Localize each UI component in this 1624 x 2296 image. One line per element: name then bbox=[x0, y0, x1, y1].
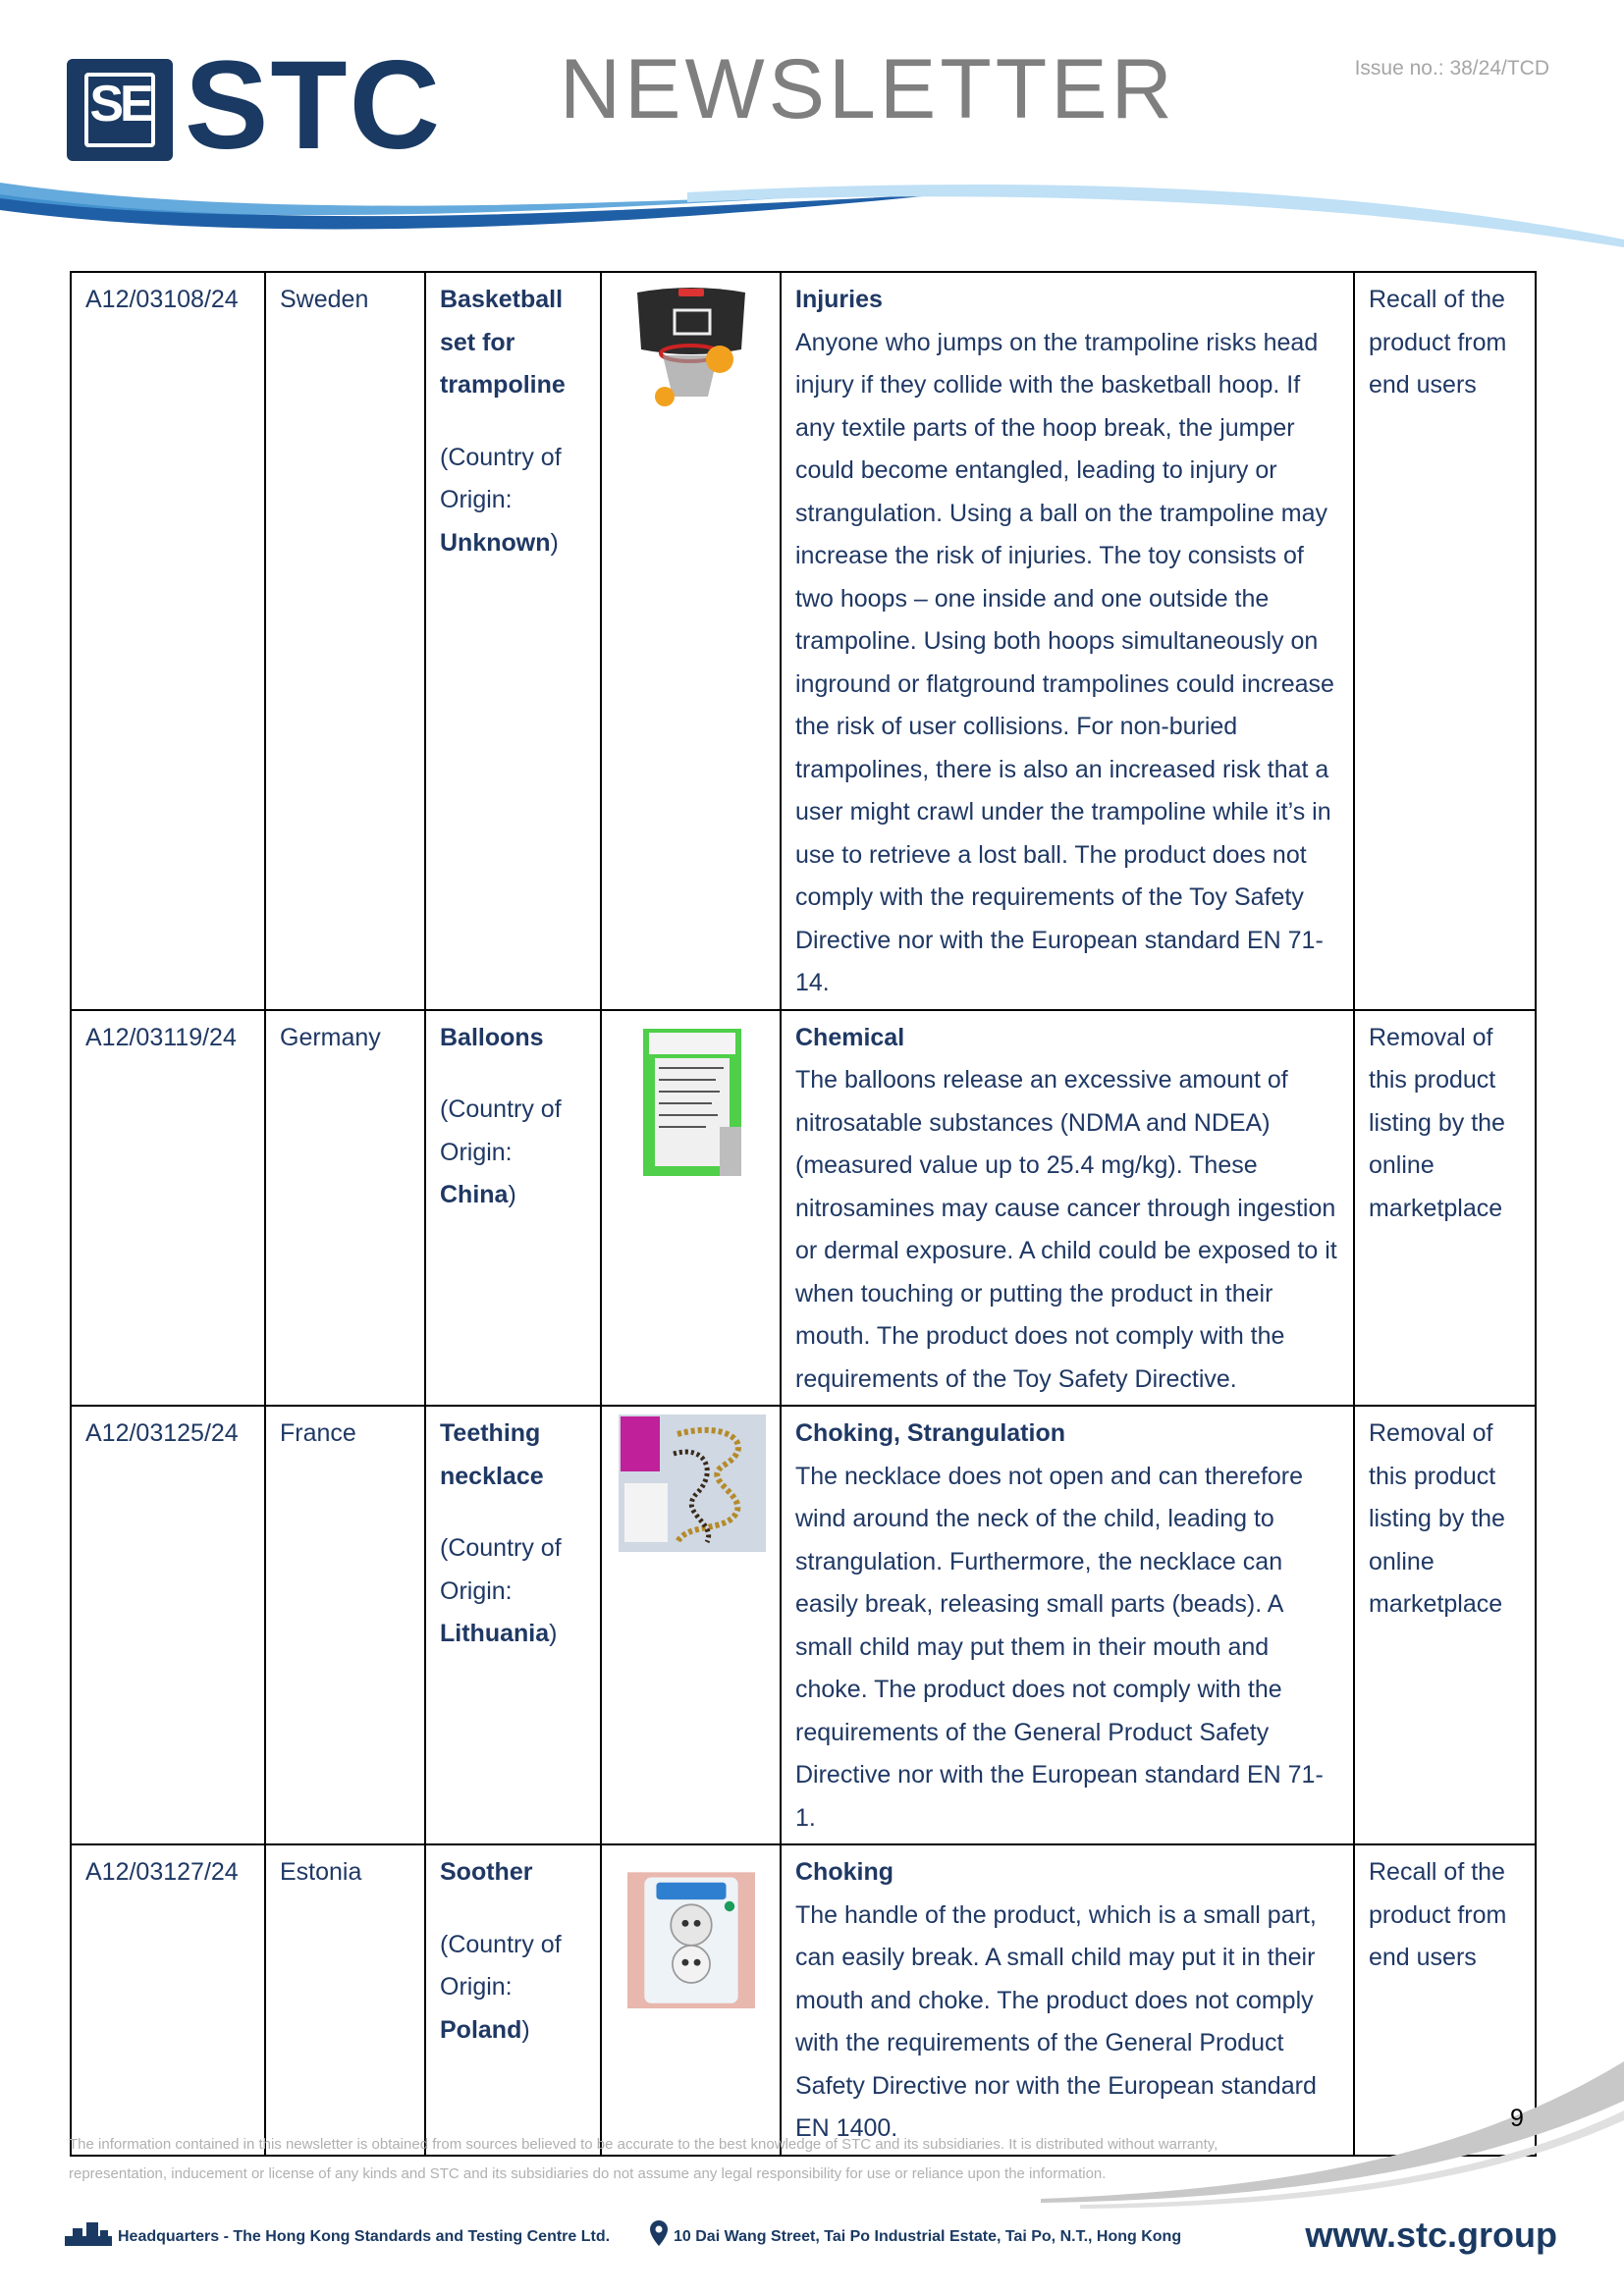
country-of-origin: (Country of Origin: Lithuania) bbox=[440, 1534, 562, 1647]
reference-number: A12/03127/24 bbox=[71, 1844, 265, 2156]
product-name: Teething necklace bbox=[440, 1419, 544, 1490]
logo-mark-text: SE bbox=[89, 76, 150, 133]
origin-country: Unknown bbox=[440, 528, 551, 557]
headquarters-label: Headquarters - The Hong Kong Standards and Testing Centre Ltd. bbox=[118, 2228, 611, 2245]
necklace-image bbox=[616, 1415, 769, 1552]
product-image-cell bbox=[601, 1844, 781, 2156]
measures-taken: Recall of the product from end users bbox=[1354, 1844, 1536, 2156]
newsletter-title: NEWSLETTER bbox=[560, 42, 1176, 136]
product-name: Basketball set for trampoline bbox=[440, 286, 566, 399]
hazard-type: Chemical bbox=[795, 1023, 905, 1051]
recall-table bbox=[70, 271, 1537, 2157]
page-header bbox=[0, 0, 1624, 255]
hazard-cell bbox=[781, 1406, 1354, 1844]
notifying-country: Sweden bbox=[265, 272, 425, 1010]
product-cell bbox=[425, 1010, 601, 1407]
measures-taken: Removal of this product listing by the online marketplace bbox=[1354, 1406, 1536, 1844]
origin-country: Lithuania bbox=[440, 1620, 550, 1647]
product-name: Balloons bbox=[440, 1023, 544, 1051]
reference-number: A12/03125/24 bbox=[71, 1406, 265, 1844]
country-of-origin: (Country of Origin: Unknown) bbox=[440, 443, 562, 557]
notifying-country: France bbox=[265, 1406, 425, 1844]
location-pin-icon bbox=[650, 2220, 668, 2246]
website-link[interactable]: www.stc.group bbox=[1305, 2215, 1557, 2255]
balloon-pack-image bbox=[618, 1019, 765, 1176]
disclaimer: The information contained in this newsletter is obtained from sources believed to be accurate to the best knowledge of STC and its subsidiaries. It is distributed without warranty, representation, inducement or license of any kinds and STC and its subsidiaries do not assume any legal responsibility for use or reliance upon the information. bbox=[69, 2136, 1218, 2182]
stc-logo bbox=[67, 35, 460, 176]
measures-taken: Removal of this product listing by the online marketplace bbox=[1354, 1010, 1536, 1407]
product-cell bbox=[425, 1406, 601, 1844]
hazard-description: The balloons release an excessive amount of nitrosatable substances (NDMA and NDEA) (measured value up to 25.4 mg/kg). These nitrosamines may cause cancer through ingestion or dermal exposure. A child could be exposed to it when touching or putting the product in their mouth. The product does not comply with the requirements of the Toy Safety Directive. bbox=[795, 1066, 1337, 1393]
reference-number: A12/03108/24 bbox=[71, 272, 265, 1010]
product-name: Soother bbox=[440, 1858, 533, 1886]
page-footer bbox=[65, 2215, 1557, 2254]
origin-country: Poland bbox=[440, 2015, 522, 2044]
table-row bbox=[71, 1406, 1536, 1844]
issue-number: Issue no.: 38/24/TCD bbox=[1354, 57, 1549, 80]
page-number: 9 bbox=[1510, 2105, 1524, 2132]
hazard-cell bbox=[781, 272, 1354, 1010]
header-wave-decoration bbox=[0, 177, 1624, 255]
table-row bbox=[71, 1010, 1536, 1407]
hazard-type: Choking, Strangulation bbox=[795, 1419, 1065, 1447]
product-cell bbox=[425, 1844, 601, 2156]
hazard-type: Choking bbox=[795, 1858, 893, 1886]
building-icon bbox=[65, 2222, 112, 2246]
product-cell bbox=[425, 272, 601, 1010]
measures-taken: Recall of the product from end users bbox=[1354, 272, 1536, 1010]
soother-image bbox=[627, 1853, 755, 2010]
notifying-country: Estonia bbox=[265, 1844, 425, 2156]
country-of-origin: (Country of Origin: China) bbox=[440, 1095, 562, 1208]
product-image-cell bbox=[601, 1010, 781, 1407]
origin-country: China bbox=[440, 1181, 509, 1208]
hazard-cell bbox=[781, 1010, 1354, 1407]
product-image-cell bbox=[601, 1406, 781, 1844]
address-label: 10 Dai Wang Street, Tai Po Industrial Estate, Tai Po, N.T., Hong Kong bbox=[674, 2228, 1182, 2245]
hazard-description: Anyone who jumps on the trampoline risks head injury if they collide with the basketball hoop. If any textile parts of the hoop break, the jumper could become entangled, leading to injury or strangulation. Using a ball on the trampoline may increase the risk of injuries. The toy consists of two hoops – one inside and one outside the trampoline. Using both hoops simultaneously on inground or flatground trampolines could increase the risk of user collisions. For non-buried trampolines, there is also an increased risk that a user might crawl under the trampoline while it’s in use to retrieve a lost ball. The product does not comply with the requirements of the Toy Safety Directive nor with the European standard EN 71-14. bbox=[795, 328, 1334, 996]
hazard-description: The handle of the product, which is a small part, can easily break. A small child may put it in their mouth and choke. The product does not comply with the requirements of the General Product Safety Directive nor with the European standard EN 1400. bbox=[795, 1900, 1317, 2142]
basketball-hoop-image bbox=[618, 281, 765, 418]
reference-number: A12/03119/24 bbox=[71, 1010, 265, 1407]
hazard-type: Injuries bbox=[795, 286, 883, 313]
notifying-country: Germany bbox=[265, 1010, 425, 1407]
product-image-cell bbox=[601, 272, 781, 1010]
stc-logo-mark bbox=[67, 59, 173, 161]
hazard-description: The necklace does not open and can therefore wind around the neck of the child, leading to strangulation. Furthermore, the necklace can easily break, releasing small parts (beads). A small child may put them in their mouth and choke. The product does not comply with the requirements of the General Product Safety Directive nor with the European standard EN 71-1. bbox=[795, 1462, 1324, 1832]
table-row bbox=[71, 272, 1536, 1010]
logo-text: STC bbox=[185, 35, 442, 176]
country-of-origin: (Country of Origin: Poland) bbox=[440, 1930, 562, 2044]
